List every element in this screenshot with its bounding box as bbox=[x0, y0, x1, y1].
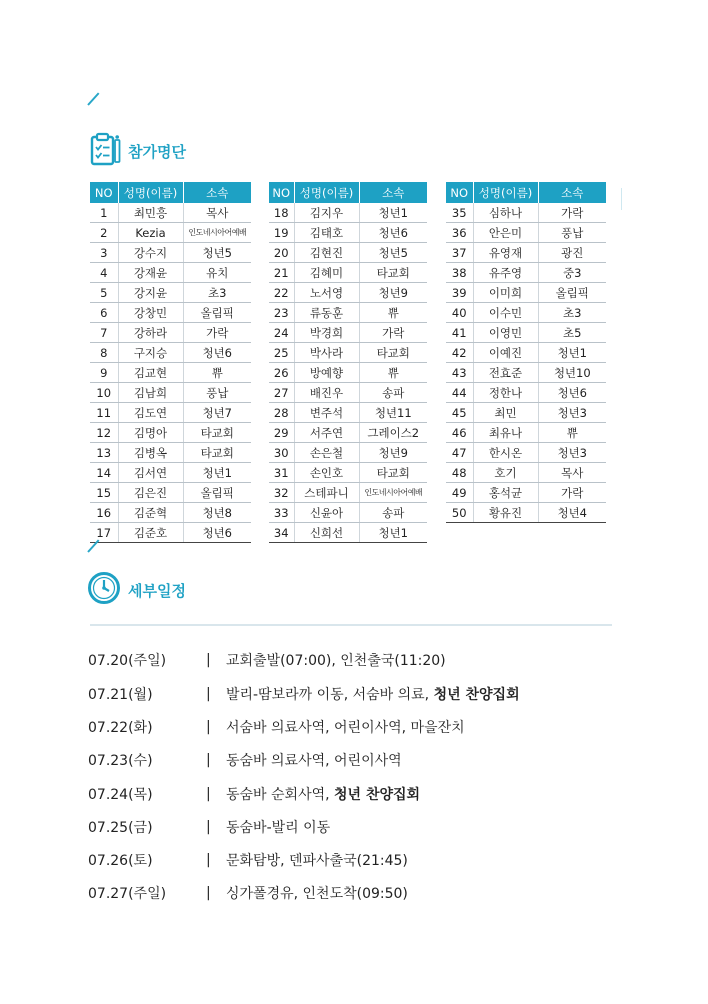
affiliation-cell: 청년3 bbox=[538, 403, 606, 423]
number-cell: 18 bbox=[269, 203, 294, 223]
table-row bbox=[90, 283, 251, 303]
roster-table-2 bbox=[269, 182, 427, 543]
name-cell: 이수민 bbox=[473, 303, 538, 323]
column-header: 성명(이름) bbox=[294, 182, 359, 203]
number-cell: 21 bbox=[269, 263, 294, 283]
number-cell: 31 bbox=[269, 463, 294, 483]
table-row bbox=[269, 523, 427, 543]
name-cell: 신희선 bbox=[294, 523, 359, 543]
table-row bbox=[90, 263, 251, 283]
schedule-description bbox=[226, 883, 408, 903]
schedule-row bbox=[88, 850, 408, 870]
number-cell: 24 bbox=[269, 323, 294, 343]
roster-table-3 bbox=[446, 182, 606, 523]
affiliation-cell: 쀼 bbox=[538, 423, 606, 443]
name-cell: 김현진 bbox=[294, 243, 359, 263]
affiliation-cell: 가락 bbox=[359, 323, 427, 343]
number-cell: 39 bbox=[446, 283, 473, 303]
name-cell: 최민 bbox=[473, 403, 538, 423]
number-cell: 5 bbox=[90, 283, 118, 303]
table-row bbox=[90, 423, 251, 443]
name-cell: 김혜미 bbox=[294, 263, 359, 283]
number-cell: 42 bbox=[446, 343, 473, 363]
table-row bbox=[446, 283, 606, 303]
number-cell: 17 bbox=[90, 523, 118, 543]
table-row bbox=[90, 303, 251, 323]
table-row bbox=[269, 423, 427, 443]
affiliation-cell: 청년8 bbox=[183, 503, 251, 523]
number-cell: 36 bbox=[446, 223, 473, 243]
schedule-description bbox=[226, 717, 465, 737]
table-row bbox=[269, 243, 427, 263]
affiliation-cell: 청년6 bbox=[183, 343, 251, 363]
table-row bbox=[269, 263, 427, 283]
schedule-row bbox=[88, 750, 402, 770]
table-row bbox=[90, 483, 251, 503]
schedule-row bbox=[88, 684, 520, 704]
schedule-text: 발리-땀보라까 이동, 서숨바 의료, bbox=[226, 687, 434, 703]
name-cell: 최유나 bbox=[473, 423, 538, 443]
name-cell: 손은철 bbox=[294, 443, 359, 463]
number-cell: 12 bbox=[90, 423, 118, 443]
separator: | bbox=[206, 852, 211, 868]
name-cell: 안은미 bbox=[473, 223, 538, 243]
number-cell: 8 bbox=[90, 343, 118, 363]
table-row bbox=[90, 243, 251, 263]
affiliation-cell: 쀼 bbox=[183, 363, 251, 383]
table-row bbox=[269, 323, 427, 343]
number-cell: 23 bbox=[269, 303, 294, 323]
number-cell: 41 bbox=[446, 323, 473, 343]
column-header: 성명(이름) bbox=[473, 182, 538, 203]
number-cell: 30 bbox=[269, 443, 294, 463]
affiliation-cell: 초3 bbox=[538, 303, 606, 323]
separator: | bbox=[206, 686, 211, 702]
table-row bbox=[269, 443, 427, 463]
schedule-description bbox=[226, 850, 408, 870]
number-cell: 22 bbox=[269, 283, 294, 303]
table-row bbox=[446, 323, 606, 343]
table-row bbox=[446, 363, 606, 383]
column-header: 성명(이름) bbox=[118, 182, 183, 203]
table-row bbox=[446, 203, 606, 223]
table-row bbox=[90, 503, 251, 523]
affiliation-cell: 청년9 bbox=[359, 283, 427, 303]
table-row bbox=[90, 403, 251, 423]
name-cell: 김은진 bbox=[118, 483, 183, 503]
affiliation-cell: 청년10 bbox=[538, 363, 606, 383]
affiliation-cell: 청년4 bbox=[538, 503, 606, 523]
affiliation-cell: 초5 bbox=[538, 323, 606, 343]
schedule-text: 동숨바 순회사역, bbox=[226, 787, 335, 803]
affiliation-cell: 그레이스2 bbox=[359, 423, 427, 443]
number-cell: 37 bbox=[446, 243, 473, 263]
name-cell: 전효준 bbox=[473, 363, 538, 383]
participants-heading bbox=[90, 132, 186, 170]
affiliation-cell: 올림픽 bbox=[538, 283, 606, 303]
name-cell: 김병옥 bbox=[118, 443, 183, 463]
name-cell: 류동훈 bbox=[294, 303, 359, 323]
affiliation-cell: 인도네시아어예배 bbox=[359, 483, 427, 503]
affiliation-cell: 청년3 bbox=[538, 443, 606, 463]
name-cell: 김서연 bbox=[118, 463, 183, 483]
name-cell: 김태호 bbox=[294, 223, 359, 243]
table-row bbox=[90, 463, 251, 483]
affiliation-cell: 가락 bbox=[538, 483, 606, 503]
number-cell: 29 bbox=[269, 423, 294, 443]
column-header: 소속 bbox=[183, 182, 251, 203]
table-row bbox=[269, 303, 427, 323]
column-header: 소속 bbox=[359, 182, 427, 203]
table-row bbox=[269, 283, 427, 303]
name-cell: 김준호 bbox=[118, 523, 183, 543]
number-cell: 27 bbox=[269, 383, 294, 403]
name-cell: 강수지 bbox=[118, 243, 183, 263]
schedule-description bbox=[226, 650, 446, 670]
name-cell: 이미희 bbox=[473, 283, 538, 303]
schedule-date: 07.22(화) bbox=[88, 720, 153, 736]
affiliation-cell: 가락 bbox=[183, 323, 251, 343]
affiliation-cell: 광진 bbox=[538, 243, 606, 263]
table-row bbox=[446, 263, 606, 283]
table-row bbox=[446, 243, 606, 263]
number-cell: 13 bbox=[90, 443, 118, 463]
schedule-row bbox=[88, 883, 408, 903]
table-row bbox=[269, 483, 427, 503]
table-header-row bbox=[90, 182, 251, 203]
name-cell: 방예향 bbox=[294, 363, 359, 383]
schedule-date: 07.24(목) bbox=[88, 787, 153, 803]
separator: | bbox=[206, 885, 211, 901]
table-row bbox=[269, 383, 427, 403]
number-cell: 45 bbox=[446, 403, 473, 423]
affiliation-cell: 청년5 bbox=[183, 243, 251, 263]
separator: | bbox=[206, 819, 211, 835]
number-cell: 4 bbox=[90, 263, 118, 283]
number-cell: 38 bbox=[446, 263, 473, 283]
name-cell: 노서영 bbox=[294, 283, 359, 303]
name-cell: 신윤아 bbox=[294, 503, 359, 523]
affiliation-cell: 인도네시아어예배 bbox=[183, 223, 251, 243]
table-row bbox=[269, 203, 427, 223]
name-cell: 구지승 bbox=[118, 343, 183, 363]
name-cell: 한시온 bbox=[473, 443, 538, 463]
name-cell: 심하나 bbox=[473, 203, 538, 223]
affiliation-cell: 올림픽 bbox=[183, 483, 251, 503]
number-cell: 16 bbox=[90, 503, 118, 523]
table-row bbox=[446, 403, 606, 423]
table-row bbox=[446, 303, 606, 323]
number-cell: 33 bbox=[269, 503, 294, 523]
table-row bbox=[90, 323, 251, 343]
affiliation-cell: 목사 bbox=[538, 463, 606, 483]
number-cell: 32 bbox=[269, 483, 294, 503]
schedule-text: 싱가폴경유, 인천도착(09:50) bbox=[226, 886, 408, 902]
schedule-date: 07.25(금) bbox=[88, 820, 153, 836]
affiliation-cell: 청년1 bbox=[359, 203, 427, 223]
name-cell: 김명아 bbox=[118, 423, 183, 443]
table-row bbox=[90, 443, 251, 463]
number-cell: 20 bbox=[269, 243, 294, 263]
affiliation-cell: 청년11 bbox=[359, 403, 427, 423]
name-cell: 강재윤 bbox=[118, 263, 183, 283]
clipboard-checklist-icon bbox=[90, 132, 122, 170]
name-cell: 손인호 bbox=[294, 463, 359, 483]
affiliation-cell: 중3 bbox=[538, 263, 606, 283]
decorative-slash bbox=[87, 92, 99, 105]
name-cell: 강하라 bbox=[118, 323, 183, 343]
column-header: 소속 bbox=[538, 182, 606, 203]
affiliation-cell: 쀼 bbox=[359, 303, 427, 323]
affiliation-cell: 올림픽 bbox=[183, 303, 251, 323]
number-cell: 47 bbox=[446, 443, 473, 463]
number-cell: 26 bbox=[269, 363, 294, 383]
name-cell: 김지우 bbox=[294, 203, 359, 223]
name-cell: 김준혁 bbox=[118, 503, 183, 523]
affiliation-cell: 타교회 bbox=[359, 343, 427, 363]
affiliation-cell: 청년1 bbox=[183, 463, 251, 483]
affiliation-cell: 목사 bbox=[183, 203, 251, 223]
name-cell: 홍석균 bbox=[473, 483, 538, 503]
schedule-row bbox=[88, 817, 330, 837]
affiliation-cell: 가락 bbox=[538, 203, 606, 223]
affiliation-cell: 청년1 bbox=[359, 523, 427, 543]
name-cell: 강창민 bbox=[118, 303, 183, 323]
name-cell: 최민흥 bbox=[118, 203, 183, 223]
table-row bbox=[446, 503, 606, 523]
table-row bbox=[269, 363, 427, 383]
schedule-description bbox=[226, 684, 520, 704]
table-row bbox=[90, 363, 251, 383]
schedule-row bbox=[88, 717, 465, 737]
section-title: 참가명단 bbox=[128, 142, 186, 161]
number-cell: 28 bbox=[269, 403, 294, 423]
table-row bbox=[90, 223, 251, 243]
name-cell: 김남희 bbox=[118, 383, 183, 403]
schedule-date: 07.23(수) bbox=[88, 753, 153, 769]
schedule-text: 동숨바 의료사역, 어린이사역 bbox=[226, 753, 402, 769]
table-row bbox=[446, 443, 606, 463]
name-cell: 변주석 bbox=[294, 403, 359, 423]
number-cell: 9 bbox=[90, 363, 118, 383]
affiliation-cell: 청년7 bbox=[183, 403, 251, 423]
name-cell: 박경희 bbox=[294, 323, 359, 343]
affiliation-cell: 쀼 bbox=[359, 363, 427, 383]
table-row bbox=[446, 223, 606, 243]
number-cell: 35 bbox=[446, 203, 473, 223]
schedule-text: 교회출발(07:00), 인천출국(11:20) bbox=[226, 653, 446, 669]
affiliation-cell: 청년5 bbox=[359, 243, 427, 263]
column-header: NO bbox=[446, 182, 473, 203]
schedule-date: 07.20(주일) bbox=[88, 653, 167, 669]
schedule-heading bbox=[86, 570, 186, 610]
number-cell: 50 bbox=[446, 503, 473, 523]
number-cell: 2 bbox=[90, 223, 118, 243]
divider bbox=[621, 188, 622, 210]
separator: | bbox=[206, 652, 211, 668]
number-cell: 1 bbox=[90, 203, 118, 223]
affiliation-cell: 송파 bbox=[359, 383, 427, 403]
table-row bbox=[90, 343, 251, 363]
schedule-row bbox=[88, 784, 420, 804]
name-cell: 김도연 bbox=[118, 403, 183, 423]
table-row bbox=[269, 343, 427, 363]
table-row bbox=[269, 403, 427, 423]
table-row bbox=[446, 343, 606, 363]
number-cell: 40 bbox=[446, 303, 473, 323]
number-cell: 11 bbox=[90, 403, 118, 423]
schedule-row bbox=[88, 650, 446, 670]
section-divider bbox=[90, 624, 612, 626]
schedule-highlight: 청년 찬양집회 bbox=[334, 787, 421, 803]
affiliation-cell: 유치 bbox=[183, 263, 251, 283]
schedule-text: 동숨바-발리 이동 bbox=[226, 820, 331, 836]
name-cell: 황유진 bbox=[473, 503, 538, 523]
number-cell: 19 bbox=[269, 223, 294, 243]
table-header-row bbox=[269, 182, 427, 203]
number-cell: 48 bbox=[446, 463, 473, 483]
number-cell: 46 bbox=[446, 423, 473, 443]
number-cell: 25 bbox=[269, 343, 294, 363]
schedule-date: 07.27(주일) bbox=[88, 886, 167, 902]
affiliation-cell: 송파 bbox=[359, 503, 427, 523]
affiliation-cell: 청년6 bbox=[538, 383, 606, 403]
name-cell: 정한나 bbox=[473, 383, 538, 403]
column-header: NO bbox=[90, 182, 118, 203]
separator: | bbox=[206, 752, 211, 768]
name-cell: 배진우 bbox=[294, 383, 359, 403]
name-cell: 김교현 bbox=[118, 363, 183, 383]
affiliation-cell: 청년9 bbox=[359, 443, 427, 463]
table-header-row bbox=[446, 182, 606, 203]
name-cell: 유영재 bbox=[473, 243, 538, 263]
schedule-description bbox=[226, 750, 402, 770]
number-cell: 44 bbox=[446, 383, 473, 403]
schedule-date: 07.21(월) bbox=[88, 687, 153, 703]
number-cell: 15 bbox=[90, 483, 118, 503]
table-row bbox=[90, 383, 251, 403]
table-row bbox=[90, 523, 251, 543]
schedule-description bbox=[226, 817, 330, 837]
affiliation-cell: 풍납 bbox=[538, 223, 606, 243]
table-row bbox=[269, 223, 427, 243]
schedule-text: 문화탐방, 덴파사출국(21:45) bbox=[226, 853, 408, 869]
table-row bbox=[446, 463, 606, 483]
affiliation-cell: 청년6 bbox=[183, 523, 251, 543]
name-cell: Kezia bbox=[118, 223, 183, 243]
number-cell: 6 bbox=[90, 303, 118, 323]
affiliation-cell: 타교회 bbox=[359, 263, 427, 283]
affiliation-cell: 초3 bbox=[183, 283, 251, 303]
name-cell: 이영민 bbox=[473, 323, 538, 343]
schedule-date: 07.26(토) bbox=[88, 853, 153, 869]
affiliation-cell: 풍납 bbox=[183, 383, 251, 403]
table-row bbox=[90, 203, 251, 223]
name-cell: 스테파니 bbox=[294, 483, 359, 503]
name-cell: 박사라 bbox=[294, 343, 359, 363]
number-cell: 3 bbox=[90, 243, 118, 263]
table-row bbox=[446, 483, 606, 503]
clock-icon bbox=[86, 570, 122, 610]
table-row bbox=[446, 383, 606, 403]
name-cell: 유주영 bbox=[473, 263, 538, 283]
separator: | bbox=[206, 719, 211, 735]
roster-table-1 bbox=[90, 182, 251, 543]
affiliation-cell: 타교회 bbox=[183, 443, 251, 463]
name-cell: 강지윤 bbox=[118, 283, 183, 303]
section-title: 세부일정 bbox=[128, 581, 186, 600]
table-row bbox=[269, 463, 427, 483]
name-cell: 서주연 bbox=[294, 423, 359, 443]
number-cell: 34 bbox=[269, 523, 294, 543]
affiliation-cell: 타교회 bbox=[359, 463, 427, 483]
number-cell: 7 bbox=[90, 323, 118, 343]
schedule-highlight: 청년 찬양집회 bbox=[433, 687, 520, 703]
column-header: NO bbox=[269, 182, 294, 203]
name-cell: 이예진 bbox=[473, 343, 538, 363]
affiliation-cell: 청년1 bbox=[538, 343, 606, 363]
number-cell: 14 bbox=[90, 463, 118, 483]
number-cell: 10 bbox=[90, 383, 118, 403]
number-cell: 49 bbox=[446, 483, 473, 503]
table-row bbox=[269, 503, 427, 523]
separator: | bbox=[206, 786, 211, 802]
schedule-text: 서숨바 의료사역, 어린이사역, 마을잔치 bbox=[226, 720, 465, 736]
affiliation-cell: 타교회 bbox=[183, 423, 251, 443]
table-row bbox=[446, 423, 606, 443]
schedule-description bbox=[226, 784, 420, 804]
affiliation-cell: 청년6 bbox=[359, 223, 427, 243]
name-cell: 호기 bbox=[473, 463, 538, 483]
number-cell: 43 bbox=[446, 363, 473, 383]
